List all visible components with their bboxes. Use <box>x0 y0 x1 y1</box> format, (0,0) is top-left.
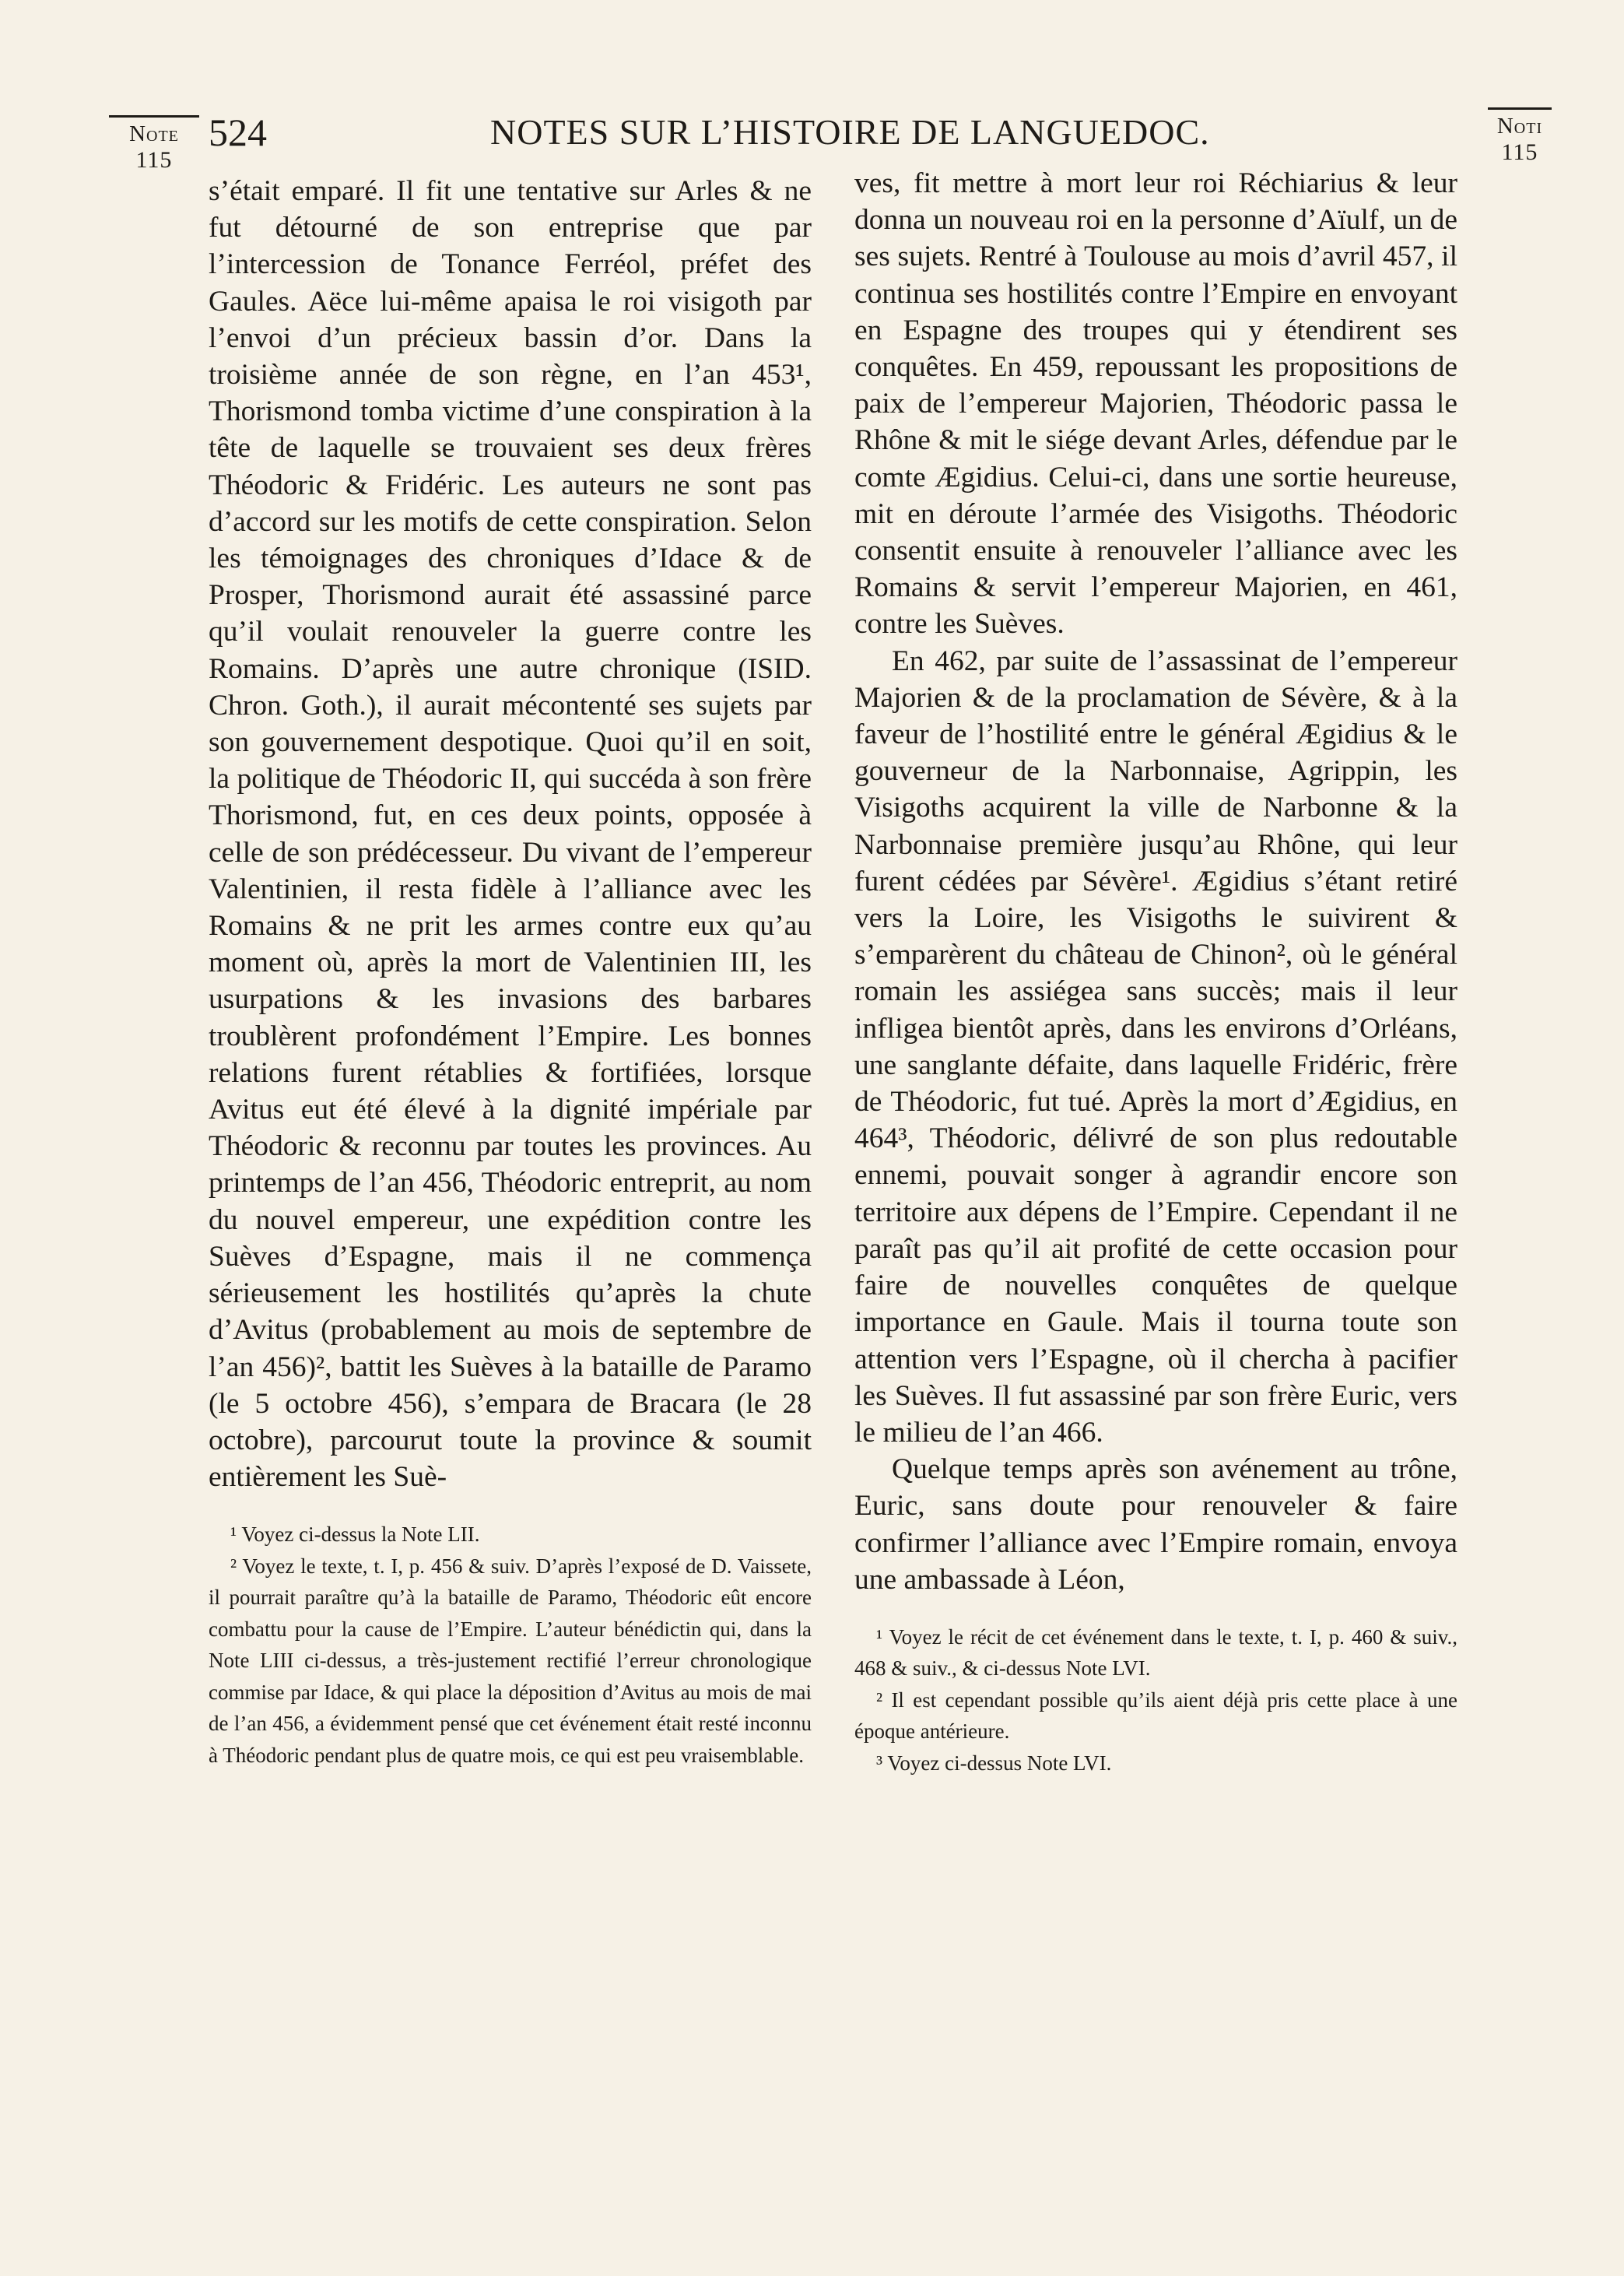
footnote: ² Il est cependant possible qu’ils aient déjà pris cette place à une époque antérieure. <box>854 1688 1457 1744</box>
footnote: ³ Voyez ci-dessus Note LVI. <box>876 1751 1112 1775</box>
margin-note-rule <box>109 115 199 118</box>
margin-note-right <box>1488 107 1552 166</box>
left-footnotes <box>209 1519 812 1771</box>
left-column <box>209 173 812 1771</box>
left-body-text <box>209 173 812 1495</box>
margin-note-rule <box>1488 107 1552 110</box>
footnote: ¹ Voyez ci-dessus la Note LII. <box>230 1523 480 1547</box>
margin-note-left <box>109 115 199 174</box>
margin-note-number: 115 <box>135 147 173 173</box>
paragraph: En 462, par suite de l’assassinat de l’empereur Majorien & de la proclamation de Sévère, & à la faveur de l’hostilité entre le général Ægidius & le gouverneur de la Narbonnaise, Agrippin, les Visigoths acquirent la ville de Narbonne & la Narbonnaise première jusqu’au Rhône, qui leur furent cédées par Sévère¹. Ægidius s’étant retiré vers la Loire, les Visigoths le suivirent & s’emparèrent du château de Chinon², où le général romain les assiégea sans succès; mais il leur infligea bientôt après, dans les environs d’Orléans, une sanglante défaite, dans laquelle Fridéric, frère de Théodoric, fut tué. Après la mort d’Ægidius, en 464³, Théodoric, délivré de son plus redoutable ennemi, pouvait songer à agrandir encore son territoire aux dépens de l’Empire. Cependant il ne paraît pas qu’il ait profité de cette occasion pour faire de nouvelles conquêtes de quelque importance en Gaule. Mais il tourna toute son attention vers l’Espagne, où il chercha à pacifier les Suèves. Il fut assassiné par son frère Euric, vers le milieu de l’an 466. <box>854 645 1457 1449</box>
paragraph: Quelque temps après son avénement au trône, Euric, sans doute pour renouveler & faire confirmer l’alliance avec l’Empire romain, envoya une ambassade à Léon, <box>854 1453 1457 1596</box>
page-number: 524 <box>209 111 267 154</box>
running-head: NOTES SUR L’HISTOIRE DE LANGUEDOC. <box>490 112 1210 152</box>
footnote: ¹ Voyez le récit de cet événement dans le texte, t. I, p. 460 & suiv., 468 & suiv., & ci-dessus Note LVI. <box>854 1624 1457 1681</box>
right-body-text <box>854 165 1457 1598</box>
margin-note-label: Note <box>129 121 179 146</box>
footnote: ² Voyez le texte, t. I, p. 456 & suiv. D’après l’exposé de D. Vaissete, il pourrait paraître qu’à la bataille de Paramo, Théodoric eût encore combattu pour la cause de l’Empire. L’auteur bénédictin qui, dans la Note LIII ci-dessus, a très-justement rectifié l’erreur chronologique commise par Idace, & qui place la déposition d’Avitus au mois de mai de l’an 456, a évidemment pensé que cet événement était resté inconnu à Théodoric pendant plus de quatre mois, ce qui est peu vraisemblable. <box>209 1554 812 1767</box>
right-column <box>854 165 1457 1779</box>
margin-note-number: 115 <box>1501 139 1538 165</box>
paragraph: s’était emparé. Il fit une tentative sur Arles & ne fut détourné de son entreprise que par l’intercession de Tonance Ferréol, préfet des Gaules. Aëce lui-même apaisa le roi visigoth par l’envoi d’un précieux bassin d’or. Dans la troisième année de son règne, en l’an 453¹, Thorismond tomba victime d’une conspiration à la tête de laquelle se trouvaient ses deux frères Théodoric & Fridéric. Les auteurs ne sont pas d’accord sur les motifs de cette conspiration. Selon les témoignages des chroniques d’Idace & de Prosper, Thorismond aurait été assassiné parce qu’il voulait renouveler la guerre contre les Romains. D’après une autre chronique (ISID. Chron. Goth.), il aurait mécontenté ses sujets par son gouvernement despotique. Quoi qu’il en soit, la politique de Théodoric II, qui succéda à son frère Thorismond, fut, en ces deux points, opposée à celle de son prédécesseur. Du vivant de l’empereur Valentinien, il resta fidèle à l’alliance avec les Romains & ne prit les armes contre eux qu’au moment où, après la mort de Valentinien III, les usurpations & les invasions des barbares troublèrent profondément l’Empire. Les bonnes relations furent rétablies & fortifiées, lorsque Avitus eut été élevé à la dignité impériale par Théodoric & reconnu par toutes les provinces. Au printemps de l’an 456, Théodoric entreprit, au nom du nouvel empereur, une expédition contre les Suèves d’Espagne, mais il ne commença sérieusement les hostilités qu’après la chute d’Avitus (probablement au mois de septembre de l’an 456)², battit les Suèves à la bataille de Paramo (le 5 octobre 456), s’empara de Bracara (le 28 octobre), parcourut toute la province & soumit entièrement les Suè- <box>209 175 812 1494</box>
paragraph: ves, fit mettre à mort leur roi Réchiarius & leur donna un nouveau roi en la personne d’Aïulf, un de ses sujets. Rentré à Toulouse au mois d’avril 457, il continua ses hostilités contre l’Empire en envoyant en Espagne des troupes qui y étendirent ses conquêtes. En 459, repoussant les propositions de paix de l’empereur Majorien, Théodoric passa le Rhône & mit le siége devant Arles, défendue par le comte Ægidius. Celui-ci, dans une sortie heureuse, mit en déroute l’armée des Visigoths. Théodoric consentit ensuite à renouveler l’alliance avec les Romains & servit l’empereur Majorien, en 461, contre les Suèves. <box>854 167 1457 641</box>
margin-note-label: Noti <box>1496 114 1543 139</box>
right-footnotes <box>854 1621 1457 1779</box>
